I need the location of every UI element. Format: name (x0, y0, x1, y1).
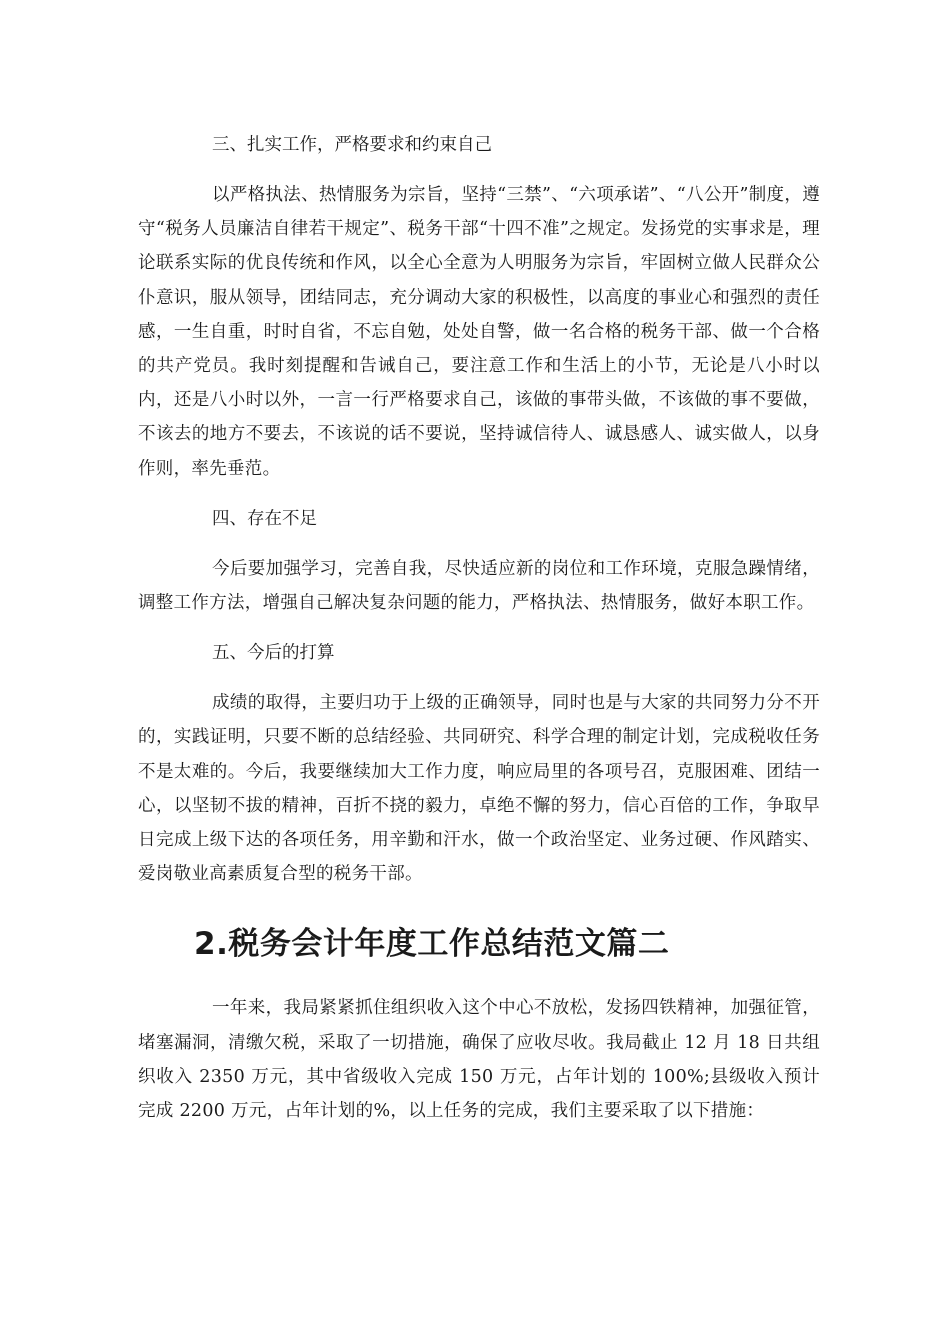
section-paragraph-4: 今后要加强学习，完善自我，尽快适应新的岗位和工作环境，克服急躁情绪，调整工作方法，增强自己解决复杂问题的能力，严格执法、热情服务，做好本职工作。 (138, 558, 820, 614)
article-title: 2.税务会计年度工作总结范文篇二 (194, 926, 670, 963)
section-heading-5: 五、今后的打算 (212, 643, 335, 664)
section-heading-3: 三、扎实工作，严格要求和约束自己 (212, 135, 492, 155)
article-intro-paragraph: 一年来，我局紧紧抓住组织收入这个中心不放松，发扬四铁精神，加强征管，堵塞漏洞，清缴欠税，采取了一切措施，确保了应收尽收。我局截止 12 月 18 日共组织收入 2350 万元，其中省级收入完成 150 万元，占年计划的 100%;县级收入预计完成 2200 万元，占年计划的%，以上任务的完成，我们主要采取了以下措施： (138, 998, 820, 1122)
document-page (138, 128, 820, 1144)
section-heading-4: 四、存在不足 (212, 508, 317, 529)
section-paragraph-3: 以严格执法、热情服务为宗旨，坚持“三禁”、“六项承诺”、“八公开”制度，遵守“税务人员廉洁自律若干规定”、税务干部“十四不准”之规定。发扬党的实事求是，理论联系实际的优良传统和作风，以全心全意为人明服务为宗旨，牢固树立做人民群众公仆意识，服从领导，团结同志，充分调动大家的积极性，以高度的事业心和强烈的责任感，一生自重，时时自省，不忘自勉，处处自警，做一名合格的税务干部、做一个合格的共产党员。我时刻提醒和告诫自己，要注意工作和生活上的小节，无论是八小时以内，还是八小时以外，一言一行严格要求自己，该做的事带头做，不该做的事不要做，不该去的地方不要去，不该说的话不要说，坚持诚信待人、诚恳感人、诚实做人，以身作则，率先垂范。 (138, 185, 820, 479)
section-paragraph-5: 成绩的取得，主要归功于上级的正确领导，同时也是与大家的共同努力分不开的，实践证明，只要不断的总结经验、共同研究、科学合理的制定计划，完成税收任务不是太难的。今后，我要继续加大工作力度，响应局里的各项号召，克服困难、团结一心，以坚韧不拔的精神，百折不挠的毅力，卓绝不懈的努力，信心百倍的工作，争取早日完成上级下达的各项任务，用辛勤和汗水，做一个政治坚定、业务过硬、作风踏实、爱岗敬业高素质复合型的税务干部。 (138, 693, 820, 885)
